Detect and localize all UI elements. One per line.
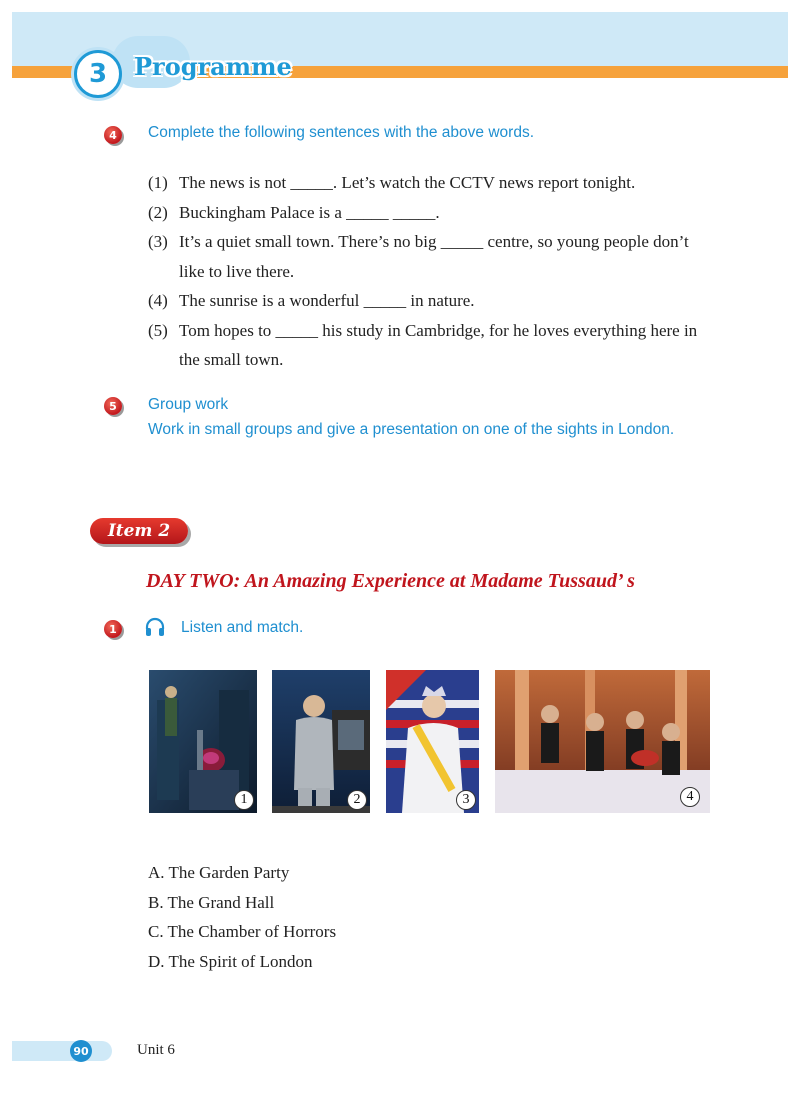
item-tab: Item 2 [90,518,188,544]
exercise-1-badge: 1 [104,620,122,638]
options-list [148,858,336,977]
option-item: B. The Grand Hall [148,892,275,912]
page-number: 90 [70,1040,92,1062]
sentence-text: The sunrise is a wonderful _____ in nature. [179,291,475,310]
photo-number: 4 [680,787,700,807]
option-item: C. The Chamber of Horrors [148,922,337,942]
exercise-1-instruction: Listen and match. [181,619,304,636]
sentence-number: (4) [148,291,168,310]
photo-number: 1 [234,790,254,810]
photo-statesman-figure [272,670,370,813]
sentence-text: Tom hopes to _____ his study in Cambridge, for he loves everything here in the small town. [179,320,698,369]
photo-number: 3 [456,790,476,810]
unit-label: Unit 6 [137,1042,175,1058]
section-title: Programme [134,52,292,81]
sentence-item [148,316,708,375]
sentence-item [148,168,708,198]
exercise-4-badge: 4 [104,126,122,144]
sentence-list [148,168,708,375]
option-item: A. The Garden Party [148,863,290,882]
photo-band-figures [495,670,710,813]
headphones-icon [144,616,166,638]
sentence-text: Buckingham Palace is a _____ _____. [179,202,440,222]
sentence-item [148,227,708,286]
sentence-number: (1) [148,173,168,192]
sentence-text: It’s a quiet small town. There’s no big _____ centre, so young people don’t like to live there. [179,232,689,281]
photo-queen-figure [386,670,479,813]
sentence-number: (5) [148,320,168,340]
exercise-5-title: Group work [148,396,229,413]
exercise-5-instruction: Work in small groups and give a presentation on one of the sights in London. [148,421,675,438]
section-number-badge: 3 [74,50,122,98]
exercise-5-badge: 5 [104,397,122,415]
photo-number: 2 [347,790,367,810]
sentence-number: (2) [148,202,168,222]
day-title: DAY TWO: An Amazing Experience at Madame Tussaud’ s [146,570,635,592]
footer-bar [12,1041,112,1061]
exercise-4-instruction: Complete the following sentences with the above words. [148,124,534,141]
sentence-item [148,198,708,228]
option-item: D. The Spirit of London [148,952,313,972]
sentence-text: The news is not _____. Let’s watch the CCTV news report tonight. [179,173,636,192]
photo-chamber-of-horrors [149,670,257,813]
sentence-number: (3) [148,232,168,251]
sentence-item [148,286,708,316]
